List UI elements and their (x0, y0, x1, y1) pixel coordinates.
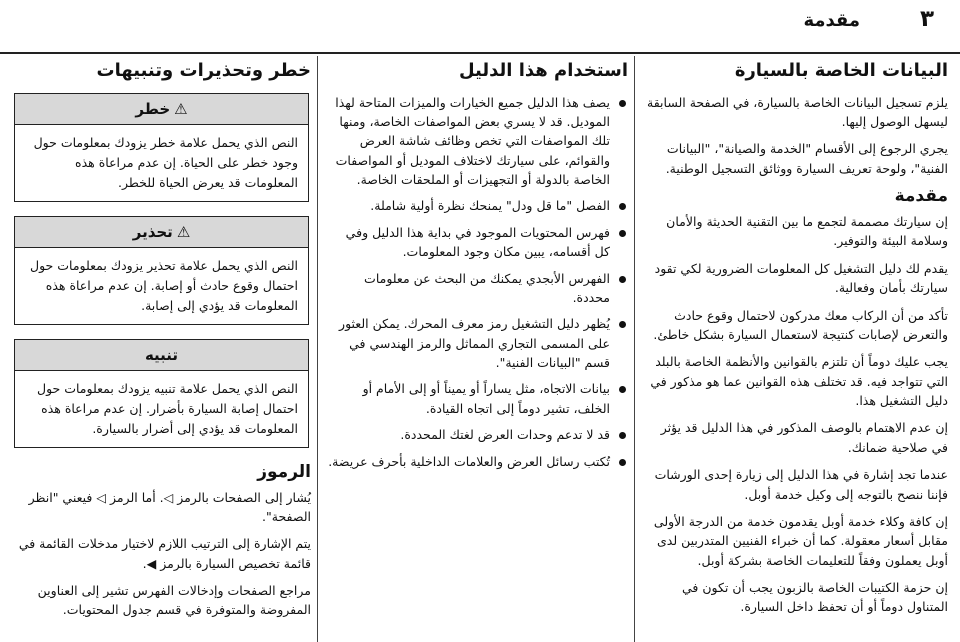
chapter-title: مقدمة (803, 10, 860, 31)
paragraph: يقدم لك دليل التشغيل كل المعلومات الضرورية لكي تقود سيارتك بأمان وفعالية. (654, 260, 948, 296)
paragraph: مراجع الصفحات وإدخالات الفهرس تشير إلى العناوين المفروضة والمتوفرة في قسم جدول المحتويات. (37, 583, 311, 618)
danger-label: خطر (135, 99, 171, 118)
list-item: الفصل "ما قل ودل" يمنحك نظرة أولية شاملة. (327, 196, 628, 215)
warnings-heading: خطر وتحذيرات وتنبيهات (96, 60, 311, 81)
caution-box (14, 339, 309, 448)
warning-triangle-icon: ⚠ (174, 99, 188, 118)
warning-box (14, 216, 309, 325)
symbols-heading: الرموز (257, 461, 311, 482)
warnings-column (12, 56, 318, 642)
list-item: فهرس المحتويات الموجود في بداية هذا الدليل وفي كل أقسامه، يبين مكان وجود المعلومات. (327, 223, 628, 262)
warning-text: النص الذي يحمل علامة تحذير يزودك بمعلومات حول احتمال وقوع حادث أو إصابة. إن عدم مراعاة هذه المعلومات قد يؤدي إلى إصابة. (30, 257, 298, 313)
vehicle-data-intro: يلزم تسجيل البيانات الخاصة بالسيارة، في الصفحة السابقة ليسهل الوصول إليها. (647, 94, 948, 129)
page-number: ٣ (919, 6, 934, 32)
list-item: قد لا تدعم وحدات العرض لغتك المحددة. (327, 425, 628, 444)
warning-label: تحذير (132, 222, 173, 241)
warning-box-header (15, 217, 308, 248)
paragraph: تأكد من أن الركاب معك مدركون لاحتمال وقوع حادث والتعرض لإصابات كنتيجة لاستعمال السيارة بشكل خاطئ. (653, 307, 948, 342)
list-item: بيانات الاتجاه، مثل يساراً أو يميناً أو إلى الأمام أو الخلف، تشير دوماً إلى اتجاه القيادة. (327, 379, 628, 418)
introduction-heading: مقدمة (894, 186, 948, 206)
list-item: تُكتب رسائل العرض والعلامات الداخلية بأحرف عريضة. (327, 452, 628, 471)
danger-box-header (15, 94, 308, 125)
vehicle-data-column (644, 56, 948, 642)
using-manual-list (327, 93, 628, 471)
paragraph: يجب عليك دوماً أن تلتزم بالقوانين والأنظمة الخاصة بالبلد التي تتواجد فيه. قد تختلف هذه القوانين عما هو مذكور في دليل التشغيل هذا. (650, 354, 948, 408)
vehicle-data-intro-2: يجري الرجوع إلى الأقسام "الخدمة والصيانة"، "البيانات الفنية"، ولوحة تعريف السيارة ووثائق التسجيل الوطنية. (665, 141, 948, 176)
content-columns (0, 56, 960, 642)
page-header (0, 0, 960, 54)
list-item: يصف هذا الدليل جميع الخيارات والميزات المتاحة لهذا الموديل. قد لا يسري بعض المواصفات الخاصة، ومنها تلك المواصفات التي تخص وظائف شاشة العرض والقوائم، على سيارتك لاختلاف الموديل أو المواصفات الخاصة بالدولة أو التجهيزات أو الملحقات الخاصة. (327, 93, 628, 190)
danger-text: النص الذي يحمل علامة خطر يزودك بمعلومات حول وجود خطر على الحياة. إن عدم مراعاة هذه المعلومات قد يعرض الحياة للخطر. (33, 134, 298, 190)
caution-label: تنبيه (144, 345, 179, 364)
paragraph: يُشار إلى الصفحات بالرمز ◁. أما الرمز ◁ فيعني "انظر الصفحة". (28, 489, 311, 524)
paragraph: إن عدم الاهتمام بالوصف المذكور في هذا الدليل قد يؤثر في صلاحية ضمانك. (660, 420, 948, 455)
paragraph: عندما تجد إشارة في هذا الدليل إلى زيارة إحدى الورشات فإننا ننصح بالتوجه إلى وكيل خدمة أوبل. (654, 467, 948, 502)
paragraph: يتم الإشارة إلى الترتيب اللازم لاختيار مدخلات القائمة في قائمة تخصيص السيارة بالرمز ◀. (18, 536, 311, 571)
danger-box (14, 93, 309, 202)
using-manual-heading: استخدام هذا الدليل (458, 60, 628, 81)
paragraph: إن كافة وكلاء خدمة أوبل يقدمون خدمة من الدرجة الأولى مقابل أسعار معقولة. كما أن خبراء الفنيين المتدربين لدى أوبل يعملون وفقاً للتعليمات الخاصة بشركة أوبل. (653, 513, 948, 568)
vehicle-data-heading: البيانات الخاصة بالسيارة (734, 60, 948, 81)
paragraph: إن سيارتك مصممة لتجمع ما بين التقنية الحديثة والأمان وسلامة البيئة والتوفير. (666, 214, 948, 249)
list-item: الفهرس الأبجدي يمكنك من البحث عن معلومات محددة. (327, 269, 628, 308)
list-item: يُظهر دليل التشغيل رمز معرف المحرك. يمكن العثور على المسمى التجاري المماثل والرمز الهندسي في قسم "البيانات الفنية". (327, 314, 628, 372)
caution-box-header (15, 340, 308, 371)
using-manual-column (327, 56, 635, 642)
caution-text: النص الذي يحمل علامة تنبيه يزودك بمعلومات حول احتمال إصابة السيارة بأضرار. إن عدم مراعاة هذه المعلومات قد يؤدي إلى أضرار بالسيارة. (36, 380, 298, 436)
paragraph: إن حزمة الكتيبات الخاصة بالزبون يجب أن تكون في المتناول دوماً أو أن تحفظ داخل السيارة. (681, 580, 948, 615)
warning-triangle-icon: ⚠ (176, 222, 191, 241)
